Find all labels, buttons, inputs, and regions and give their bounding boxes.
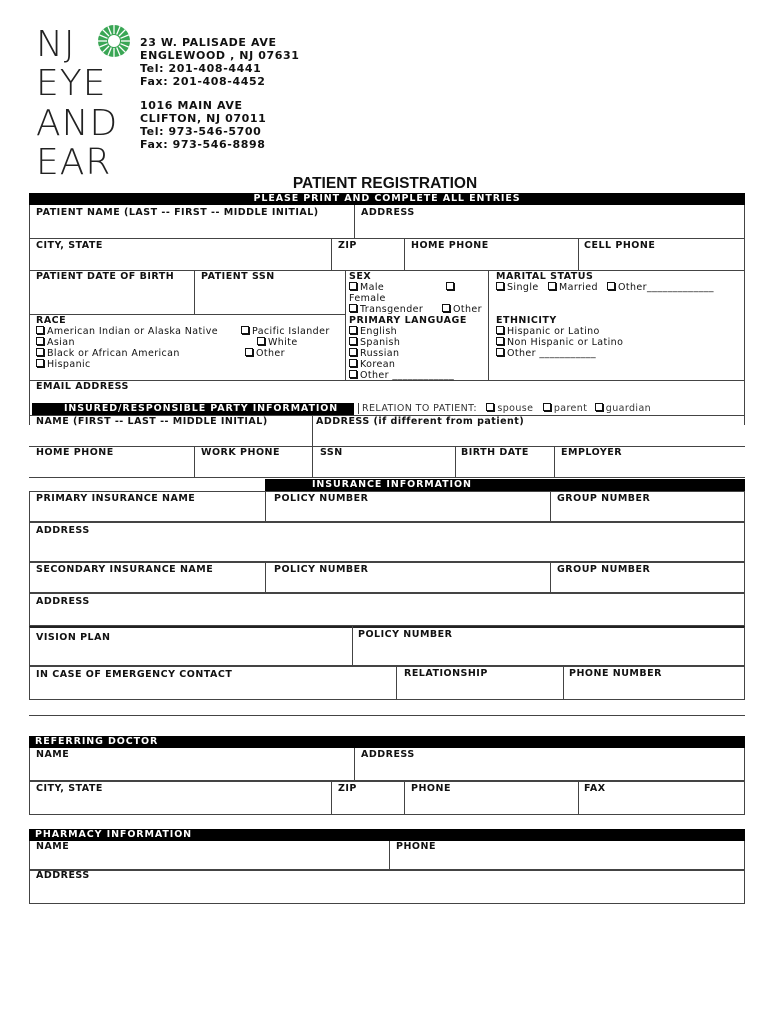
- checkbox-icon: [446, 282, 454, 290]
- insured-header: INSURED/RESPONSIBLE PARTY INFORMATION: [32, 403, 354, 415]
- checkbox-icon: [349, 326, 357, 334]
- insured-ssn-field[interactable]: SSN: [320, 447, 343, 458]
- secondary-group-number-field[interactable]: GROUP NUMBER: [557, 564, 651, 575]
- checkbox-icon: [349, 337, 357, 345]
- pharmacy-phone-field[interactable]: PHONE: [396, 841, 436, 852]
- pharmacy-name-field[interactable]: NAME: [36, 841, 70, 852]
- sex-female-label: Female: [349, 293, 386, 304]
- race-american-indian-checkbox[interactable]: American Indian or Alaska Native: [36, 326, 218, 337]
- logo-line-3: AND: [36, 103, 119, 144]
- rel-spouse-checkbox[interactable]: spouse: [486, 403, 533, 414]
- vision-policy-number-field[interactable]: POLICY NUMBER: [358, 629, 453, 640]
- primary-insurance-name-field[interactable]: PRIMARY INSURANCE NAME: [36, 493, 196, 504]
- marital-other-checkbox[interactable]: Other_____________: [607, 282, 714, 293]
- emergency-contact-field[interactable]: IN CASE OF EMERGENCY CONTACT: [36, 669, 233, 680]
- rel-parent-checkbox[interactable]: parent: [543, 403, 588, 414]
- secondary-insurance-address-field[interactable]: ADDRESS: [36, 596, 90, 607]
- office-tel: Tel: 201-408-4441: [140, 62, 262, 75]
- logo-line-1: NJ: [36, 24, 76, 65]
- checkbox-icon: [36, 326, 44, 334]
- marital-single-checkbox[interactable]: Single: [496, 282, 539, 293]
- primary-policy-number-field[interactable]: POLICY NUMBER: [274, 493, 369, 504]
- patient-dob-field[interactable]: PATIENT DATE OF BIRTH: [36, 271, 175, 282]
- office-street: 1016 MAIN AVE: [140, 99, 243, 112]
- lang-korean-checkbox[interactable]: Korean: [349, 359, 395, 370]
- referring-city-state-field[interactable]: CITY, STATE: [36, 783, 103, 794]
- patient-home-phone-field[interactable]: HOME PHONE: [411, 240, 489, 251]
- logo-line-4: EAR: [36, 142, 112, 180]
- vision-plan-field[interactable]: VISION PLAN: [36, 632, 111, 643]
- checkbox-icon: [349, 359, 357, 367]
- checkbox-icon: [496, 337, 504, 345]
- referring-fax-field[interactable]: FAX: [584, 783, 606, 794]
- emergency-relationship-field[interactable]: RELATIONSHIP: [404, 668, 488, 679]
- checkbox-icon: [349, 370, 357, 378]
- eth-non-hispanic-checkbox[interactable]: Non Hispanic or Latino: [496, 337, 623, 348]
- primary-group-number-field[interactable]: GROUP NUMBER: [557, 493, 651, 504]
- office-street: 23 W. PALISADE AVE: [140, 36, 277, 49]
- race-black-checkbox[interactable]: Black or African American: [36, 348, 180, 359]
- office-tel: Tel: 973-546-5700: [140, 125, 262, 138]
- referring-phone-field[interactable]: PHONE: [411, 783, 451, 794]
- insured-address-field[interactable]: ADDRESS (if different from patient): [316, 416, 525, 427]
- checkbox-icon: [349, 304, 357, 312]
- emergency-phone-number-field[interactable]: PHONE NUMBER: [569, 668, 662, 679]
- insurance-header: INSURANCE INFORMATION: [265, 479, 745, 491]
- lang-spanish-checkbox[interactable]: Spanish: [349, 337, 400, 348]
- lang-other-checkbox[interactable]: Other ____________: [349, 370, 454, 381]
- ethnicity-label: ETHNICITY: [496, 315, 557, 326]
- patient-address-field[interactable]: ADDRESS: [361, 207, 415, 218]
- pharmacy-address-field[interactable]: ADDRESS: [36, 870, 90, 881]
- office-fax: Fax: 973-546-8898: [140, 138, 266, 151]
- secondary-policy-number-field[interactable]: POLICY NUMBER: [274, 564, 369, 575]
- insured-employer-field[interactable]: EMPLOYER: [561, 447, 623, 458]
- pharmacy-header: PHARMACY INFORMATION: [29, 829, 745, 841]
- primary-insurance-address-field[interactable]: ADDRESS: [36, 525, 90, 536]
- race-asian-checkbox[interactable]: Asian: [36, 337, 75, 348]
- insured-name-field[interactable]: NAME (FIRST -- LAST -- MIDDLE INITIAL): [36, 416, 268, 427]
- checkbox-icon: [548, 282, 556, 290]
- checkbox-icon: [496, 326, 504, 334]
- patient-city-state-field[interactable]: CITY, STATE: [36, 240, 103, 251]
- checkbox-icon: [543, 403, 551, 411]
- office-city: ENGLEWOOD , NJ 07631: [140, 49, 300, 62]
- relation-to-patient: RELATION TO PATIENT: spouse parent guardian: [358, 403, 651, 414]
- race-label: RACE: [36, 315, 67, 326]
- checkbox-icon: [36, 359, 44, 367]
- secondary-insurance-name-field[interactable]: SECONDARY INSURANCE NAME: [36, 564, 214, 575]
- office-fax: Fax: 201-408-4452: [140, 75, 266, 88]
- referring-doctor-header: REFERRING DOCTOR: [29, 736, 745, 748]
- patient-cell-phone-field[interactable]: CELL PHONE: [584, 240, 656, 251]
- checkbox-icon: [442, 304, 450, 312]
- checkbox-icon: [257, 337, 265, 345]
- checkbox-icon: [595, 403, 603, 411]
- checkbox-icon: [607, 282, 615, 290]
- insured-birth-date-field[interactable]: BIRTH DATE: [461, 447, 529, 458]
- lang-english-checkbox[interactable]: English: [349, 326, 397, 337]
- primary-language-label: PRIMARY LANGUAGE: [349, 315, 467, 326]
- insured-work-phone-field[interactable]: WORK PHONE: [201, 447, 280, 458]
- sex-label: SEX: [349, 271, 372, 282]
- marital-status-label: MARITAL STATUS: [496, 271, 594, 282]
- eth-hispanic-checkbox[interactable]: Hispanic or Latino: [496, 326, 600, 337]
- office-city: CLIFTON, NJ 07011: [140, 112, 267, 125]
- section-divider: [29, 715, 745, 716]
- sex-male-checkbox[interactable]: Male: [349, 282, 384, 293]
- checkbox-icon: [349, 282, 357, 290]
- eth-other-checkbox[interactable]: Other ___________: [496, 348, 596, 359]
- sex-female-checkbox[interactable]: [446, 282, 457, 293]
- sex-transgender-checkbox[interactable]: Transgender: [349, 304, 423, 315]
- race-other-checkbox[interactable]: Other: [245, 348, 285, 359]
- insured-home-phone-field[interactable]: HOME PHONE: [36, 447, 114, 458]
- logo-line-2: EYE: [36, 63, 107, 104]
- referring-name-field[interactable]: NAME: [36, 749, 70, 760]
- form-title: PATIENT REGISTRATION: [292, 175, 478, 192]
- sex-other-checkbox[interactable]: Other: [442, 304, 482, 315]
- checkbox-icon: [496, 348, 504, 356]
- race-hispanic-checkbox[interactable]: Hispanic: [36, 359, 91, 370]
- logo-eye-icon: [98, 25, 130, 57]
- referring-zip-field[interactable]: ZIP: [338, 783, 357, 794]
- checkbox-icon: [245, 348, 253, 356]
- patient-zip-field[interactable]: ZIP: [338, 240, 357, 251]
- checkbox-icon: [486, 403, 494, 411]
- race-pacific-checkbox[interactable]: Pacific Islander: [241, 326, 330, 337]
- referring-address-field[interactable]: ADDRESS: [361, 749, 415, 760]
- office-clifton: [140, 99, 266, 151]
- office-englewood: [140, 36, 299, 88]
- checkbox-icon: [496, 282, 504, 290]
- email-address-field[interactable]: EMAIL ADDRESS: [36, 381, 129, 392]
- marital-married-checkbox[interactable]: Married: [548, 282, 598, 293]
- nj-eye-and-ear-logo: [36, 22, 136, 180]
- patient-ssn-field[interactable]: PATIENT SSN: [201, 271, 275, 282]
- race-white-checkbox[interactable]: White: [257, 337, 298, 348]
- patient-name-field[interactable]: PATIENT NAME (LAST -- FIRST -- MIDDLE INITIAL): [36, 207, 319, 218]
- checkbox-icon: [36, 337, 44, 345]
- checkbox-icon: [241, 326, 249, 334]
- instructions-bar: PLEASE PRINT AND COMPLETE ALL ENTRIES: [29, 193, 745, 205]
- checkbox-icon: [349, 348, 357, 356]
- checkbox-icon: [36, 348, 44, 356]
- lang-russian-checkbox[interactable]: Russian: [349, 348, 399, 359]
- rel-guardian-checkbox[interactable]: guardian: [595, 403, 651, 414]
